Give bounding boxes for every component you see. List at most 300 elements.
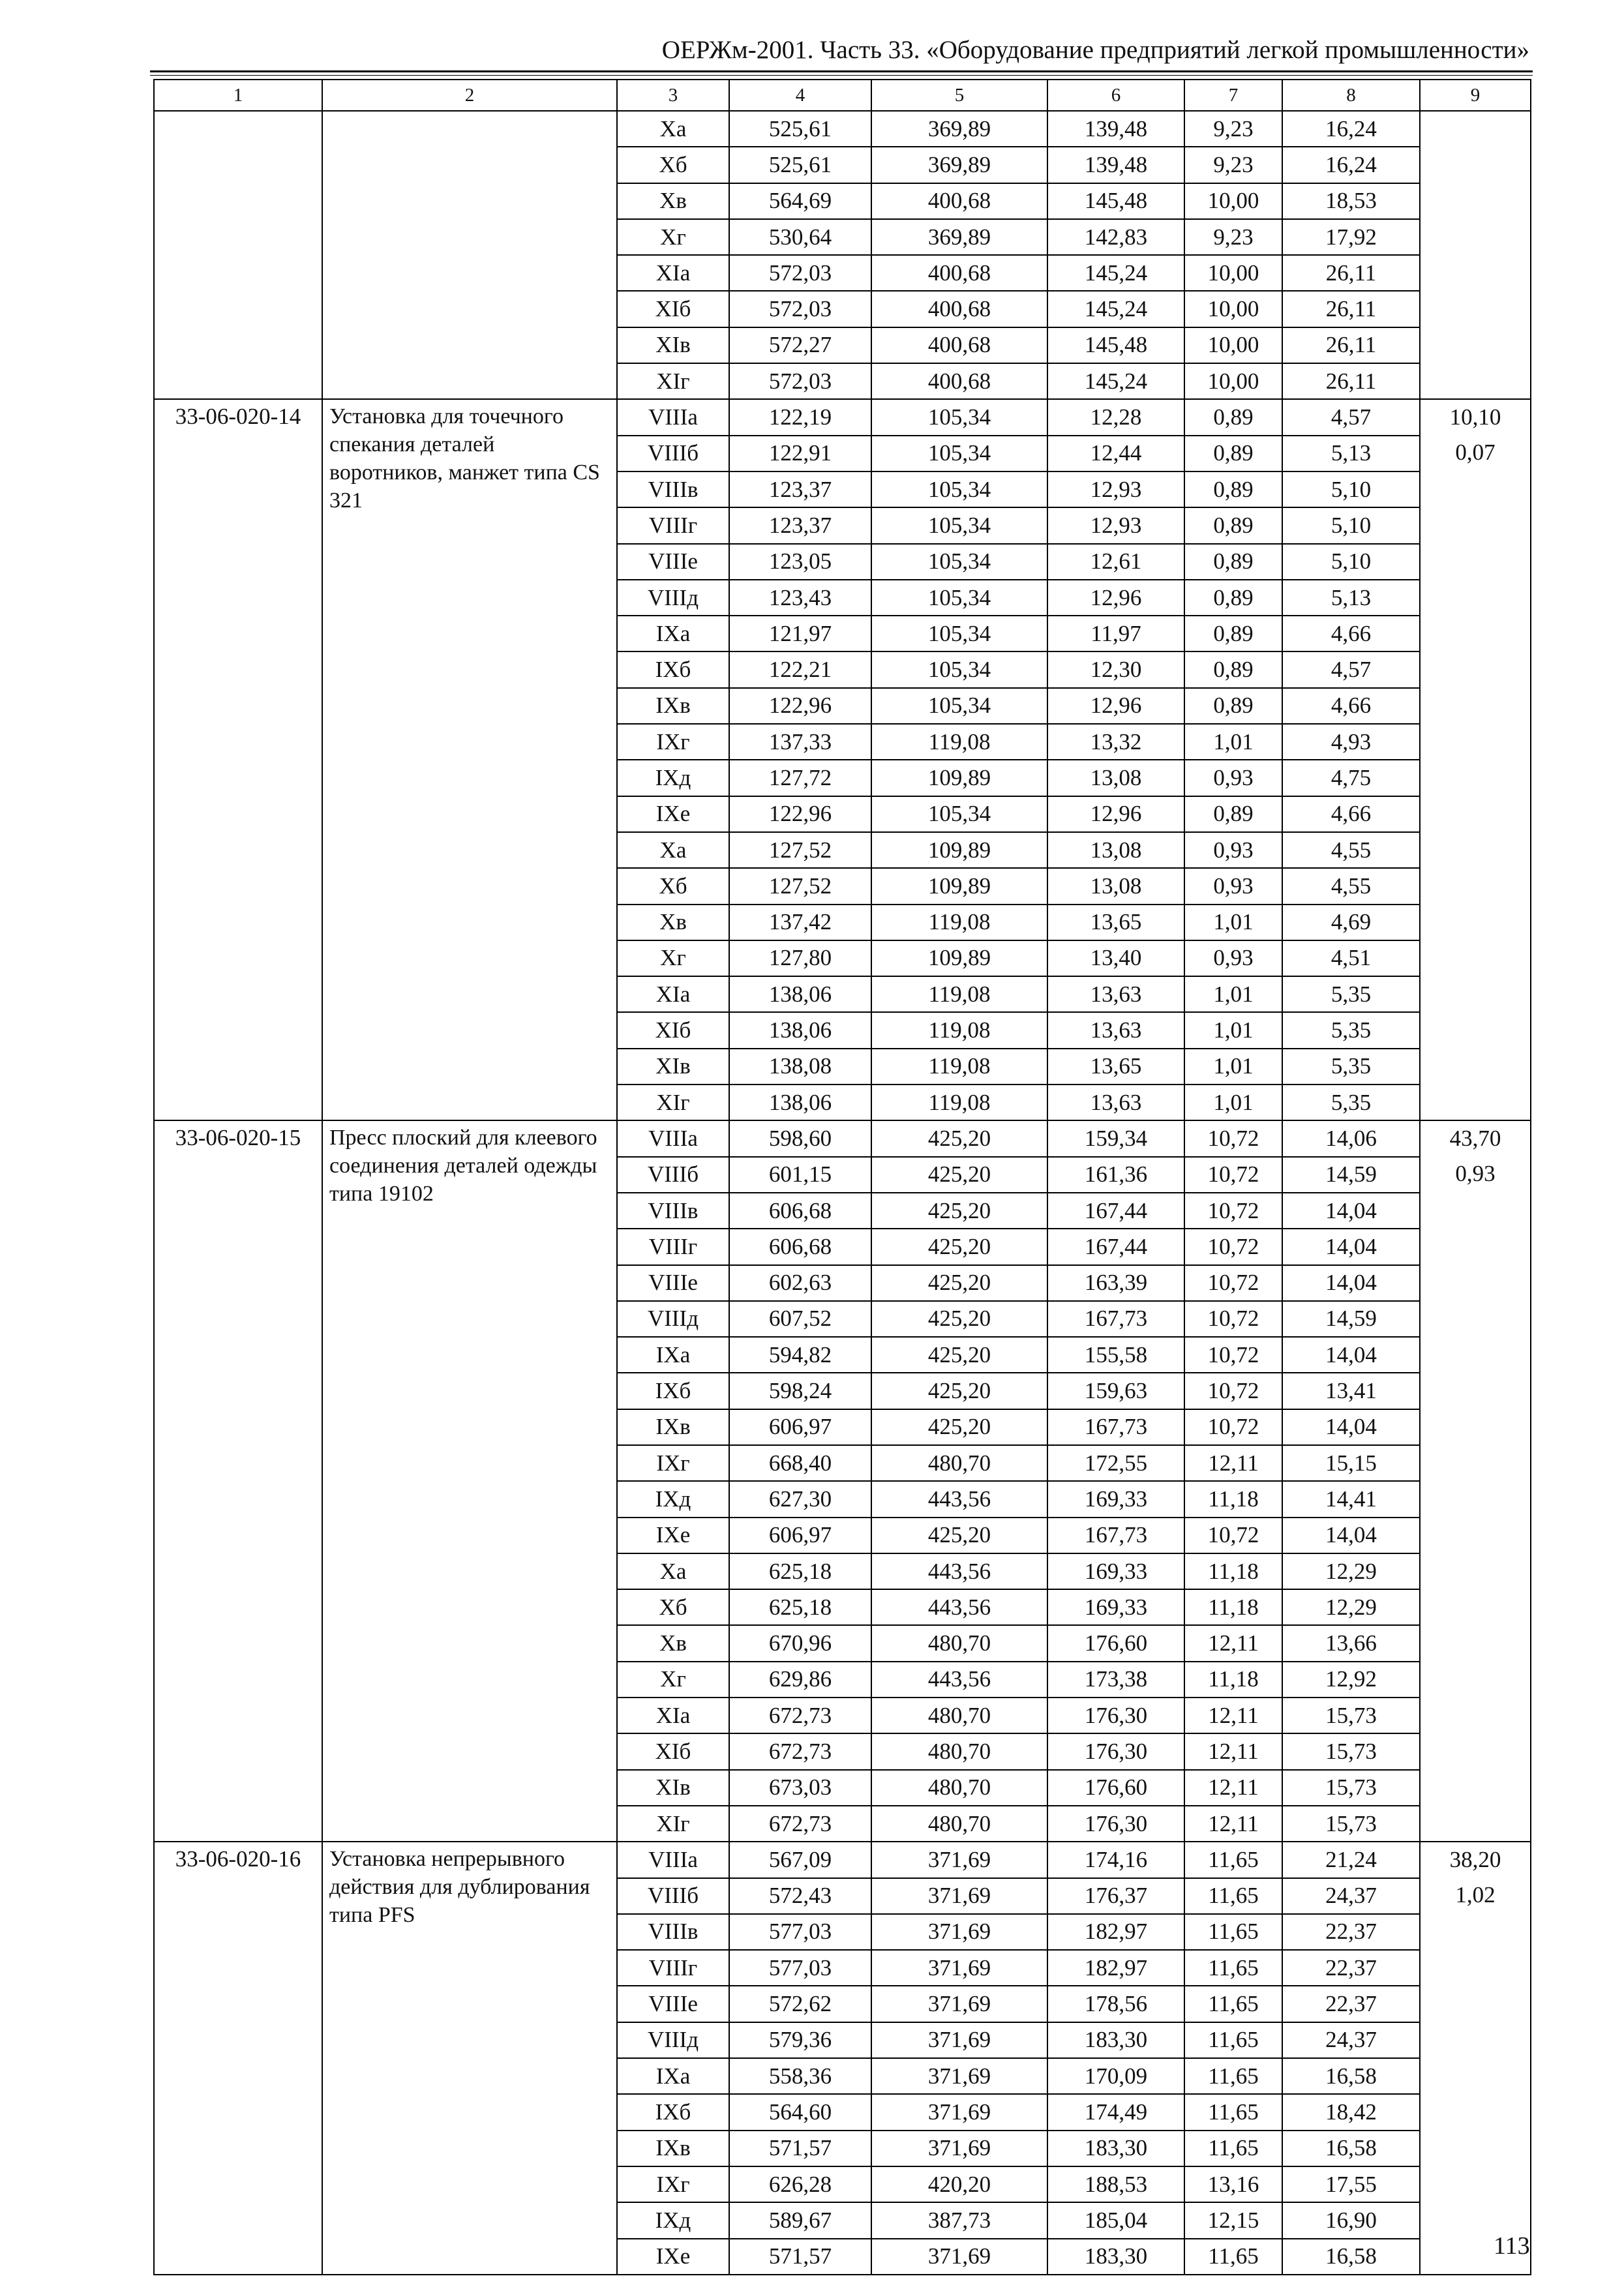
variant-cell: IXв (617, 2131, 729, 2166)
variant-cell: VIIIг (617, 1229, 729, 1264)
total-cost-cell: 122,19 (729, 399, 871, 435)
driver-wages-cell: 10,72 (1184, 1229, 1282, 1264)
materials-cell: 18,42 (1282, 2094, 1420, 2130)
equipment-name: Установка непрерывного действия для дублирования типа PFS (322, 1842, 617, 2275)
materials-cell: 17,92 (1282, 219, 1420, 255)
wages-cell: 119,08 (871, 724, 1047, 760)
driver-wages-cell: 0,89 (1184, 507, 1282, 543)
driver-wages-cell: 11,18 (1184, 1589, 1282, 1625)
driver-wages-cell: 10,72 (1184, 1373, 1282, 1409)
wages-cell: 105,34 (871, 471, 1047, 507)
total-cost-cell: 558,36 (729, 2058, 871, 2094)
labor-value: 38,20 (1449, 1847, 1501, 1873)
materials-cell: 16,58 (1282, 2239, 1420, 2275)
machine-cost-cell: 13,63 (1047, 1012, 1184, 1048)
total-cost-cell: 572,03 (729, 255, 871, 291)
materials-cell: 4,66 (1282, 616, 1420, 651)
variant-cell: VIIIд (617, 2022, 729, 2058)
materials-cell: 4,55 (1282, 832, 1420, 868)
materials-cell: 5,35 (1282, 1012, 1420, 1048)
materials-cell: 16,24 (1282, 111, 1420, 147)
driver-wages-cell: 1,01 (1184, 1012, 1282, 1048)
driver-wages-cell: 10,00 (1184, 363, 1282, 399)
total-cost-cell: 598,24 (729, 1373, 871, 1409)
labor-costs-cell (1420, 399, 1531, 1120)
wages-cell: 369,89 (871, 111, 1047, 147)
wages-cell: 480,70 (871, 1698, 1047, 1733)
materials-cell: 14,04 (1282, 1409, 1420, 1445)
total-cost-cell: 567,09 (729, 1842, 871, 1878)
wages-cell: 425,20 (871, 1301, 1047, 1337)
materials-cell: 14,04 (1282, 1337, 1420, 1373)
materials-cell: 15,73 (1282, 1770, 1420, 1806)
driver-wages-cell: 1,01 (1184, 976, 1282, 1012)
variant-cell: XIа (617, 976, 729, 1012)
materials-cell: 17,55 (1282, 2166, 1420, 2202)
variant-cell: XIг (617, 1085, 729, 1120)
wages-cell: 480,70 (871, 1733, 1047, 1769)
driver-wages-cell: 10,00 (1184, 291, 1282, 327)
column-number: 7 (1184, 80, 1282, 111)
variant-cell: VIIIа (617, 1842, 729, 1878)
variant-cell: VIIIб (617, 1878, 729, 1914)
variant-cell: XIа (617, 255, 729, 291)
wages-cell: 400,68 (871, 255, 1047, 291)
column-number: 1 (154, 80, 322, 111)
driver-wages-cell: 12,11 (1184, 1770, 1282, 1806)
total-cost-cell: 138,06 (729, 976, 871, 1012)
wages-cell: 443,56 (871, 1662, 1047, 1698)
machine-cost-cell: 13,63 (1047, 976, 1184, 1012)
driver-wages-cell: 12,11 (1184, 1733, 1282, 1769)
wages-cell: 371,69 (871, 2131, 1047, 2166)
running-header: ОЕРЖм-2001. Часть 33. «Оборудование предприятий легкой промышленности» (661, 36, 1529, 64)
materials-cell: 12,29 (1282, 1589, 1420, 1625)
materials-cell: 16,58 (1282, 2131, 1420, 2166)
machine-cost-cell: 167,73 (1047, 1301, 1184, 1337)
driver-wages-cell: 10,72 (1184, 1518, 1282, 1553)
driver-wages-cell: 0,93 (1184, 940, 1282, 976)
total-cost-cell: 606,97 (729, 1518, 871, 1553)
materials-cell: 5,35 (1282, 1049, 1420, 1085)
driver-wages-cell: 10,72 (1184, 1409, 1282, 1445)
machine-cost-cell: 12,93 (1047, 507, 1184, 543)
driver-wages-cell: 0,93 (1184, 832, 1282, 868)
machine-cost-cell: 176,37 (1047, 1878, 1184, 1914)
total-cost-cell: 668,40 (729, 1445, 871, 1481)
wages-cell: 420,20 (871, 2166, 1047, 2202)
driver-wages-cell: 11,65 (1184, 1914, 1282, 1950)
machine-cost-cell: 159,34 (1047, 1120, 1184, 1156)
wages-cell: 443,56 (871, 1481, 1047, 1517)
total-cost-cell: 606,68 (729, 1229, 871, 1264)
machine-cost-cell: 12,44 (1047, 436, 1184, 471)
variant-cell: IXг (617, 2166, 729, 2202)
machine-cost-cell: 167,44 (1047, 1193, 1184, 1229)
materials-cell: 14,04 (1282, 1193, 1420, 1229)
machine-cost-cell: 183,30 (1047, 2022, 1184, 2058)
total-cost-cell: 627,30 (729, 1481, 871, 1517)
driver-wages-cell: 0,89 (1184, 471, 1282, 507)
variant-cell: VIIIд (617, 580, 729, 616)
wages-cell: 371,69 (871, 1950, 1047, 1986)
machine-cost-cell: 167,73 (1047, 1518, 1184, 1553)
wages-cell: 109,89 (871, 940, 1047, 976)
equipment-name: Установка для точечного спекания деталей воротников, манжет типа CS 321 (322, 399, 617, 1120)
total-cost-cell: 122,91 (729, 436, 871, 471)
machine-cost-cell: 12,28 (1047, 399, 1184, 435)
materials-cell: 5,35 (1282, 1085, 1420, 1120)
variant-cell: VIIIд (617, 1301, 729, 1337)
variant-cell: Xв (617, 1625, 729, 1661)
materials-cell: 15,15 (1282, 1445, 1420, 1481)
driver-wages-cell: 1,01 (1184, 905, 1282, 940)
materials-cell: 16,24 (1282, 147, 1420, 183)
variant-cell: XIв (617, 1049, 729, 1085)
total-cost-cell: 577,03 (729, 1950, 871, 1986)
total-cost-cell: 127,52 (729, 868, 871, 904)
page-number: 113 (1494, 2232, 1530, 2260)
driver-wages-cell: 9,23 (1184, 147, 1282, 183)
labor-value: 10,10 (1449, 404, 1501, 430)
total-cost-cell: 672,73 (729, 1806, 871, 1842)
wages-cell: 443,56 (871, 1589, 1047, 1625)
driver-wages-cell: 11,18 (1184, 1481, 1282, 1517)
wages-cell: 425,20 (871, 1157, 1047, 1193)
materials-cell: 4,75 (1282, 760, 1420, 796)
machine-cost-cell: 13,65 (1047, 905, 1184, 940)
variant-cell: XIб (617, 291, 729, 327)
labor-value: 0,93 (1455, 1160, 1496, 1186)
wages-cell: 105,34 (871, 580, 1047, 616)
machine-cost-cell: 142,83 (1047, 219, 1184, 255)
rate-code (154, 111, 322, 399)
materials-cell: 22,37 (1282, 1950, 1420, 1986)
materials-cell: 12,29 (1282, 1553, 1420, 1589)
rate-code: 33-06-020-14 (154, 399, 322, 1120)
column-number: 4 (729, 80, 871, 111)
variant-cell: VIIIг (617, 507, 729, 543)
variant-cell: VIIIе (617, 1265, 729, 1301)
labor-value: 0,07 (1455, 439, 1496, 465)
labor-costs-cell (1420, 111, 1531, 399)
variant-cell: VIIIе (617, 1986, 729, 2022)
total-cost-cell: 606,97 (729, 1409, 871, 1445)
variant-cell: IXе (617, 796, 729, 832)
variant-cell: Xг (617, 940, 729, 976)
machine-cost-cell: 173,38 (1047, 1662, 1184, 1698)
materials-cell: 15,73 (1282, 1806, 1420, 1842)
materials-cell: 14,59 (1282, 1157, 1420, 1193)
machine-cost-cell: 13,65 (1047, 1049, 1184, 1085)
total-cost-cell: 122,96 (729, 688, 871, 724)
total-cost-cell: 127,52 (729, 832, 871, 868)
variant-cell: IXа (617, 1337, 729, 1373)
variant-cell: VIIIг (617, 1950, 729, 1986)
variant-cell: VIIIе (617, 544, 729, 580)
materials-cell: 14,06 (1282, 1120, 1420, 1156)
materials-cell: 5,10 (1282, 507, 1420, 543)
driver-wages-cell: 10,00 (1184, 327, 1282, 363)
driver-wages-cell: 0,89 (1184, 399, 1282, 435)
materials-cell: 5,13 (1282, 436, 1420, 471)
wages-cell: 400,68 (871, 363, 1047, 399)
header-rule-thick (150, 70, 1533, 72)
total-cost-cell: 138,06 (729, 1012, 871, 1048)
header-rule-thin (150, 75, 1533, 76)
materials-cell: 4,55 (1282, 868, 1420, 904)
rates-table (153, 79, 1531, 2275)
variant-cell: Xг (617, 219, 729, 255)
materials-cell: 14,04 (1282, 1265, 1420, 1301)
total-cost-cell: 607,52 (729, 1301, 871, 1337)
wages-cell: 371,69 (871, 1842, 1047, 1878)
total-cost-cell: 625,18 (729, 1553, 871, 1589)
wages-cell: 480,70 (871, 1625, 1047, 1661)
driver-wages-cell: 12,15 (1184, 2202, 1282, 2238)
total-cost-cell: 589,67 (729, 2202, 871, 2238)
driver-wages-cell: 0,89 (1184, 544, 1282, 580)
materials-cell: 12,92 (1282, 1662, 1420, 1698)
total-cost-cell: 122,21 (729, 651, 871, 687)
machine-cost-cell: 185,04 (1047, 2202, 1184, 2238)
column-number: 6 (1047, 80, 1184, 111)
machine-cost-cell: 176,30 (1047, 1733, 1184, 1769)
table-row (154, 1120, 1531, 1156)
variant-cell: Xа (617, 832, 729, 868)
driver-wages-cell: 10,00 (1184, 255, 1282, 291)
wages-cell: 425,20 (871, 1337, 1047, 1373)
column-number-row (154, 80, 1531, 111)
driver-wages-cell: 9,23 (1184, 219, 1282, 255)
wages-cell: 400,68 (871, 291, 1047, 327)
wages-cell: 371,69 (871, 1986, 1047, 2022)
column-number: 5 (871, 80, 1047, 111)
materials-cell: 16,90 (1282, 2202, 1420, 2238)
variant-cell: XIв (617, 1770, 729, 1806)
total-cost-cell: 572,03 (729, 291, 871, 327)
materials-cell: 14,04 (1282, 1518, 1420, 1553)
machine-cost-cell: 12,96 (1047, 796, 1184, 832)
total-cost-cell: 625,18 (729, 1589, 871, 1625)
materials-cell: 14,41 (1282, 1481, 1420, 1517)
driver-wages-cell: 13,16 (1184, 2166, 1282, 2202)
driver-wages-cell: 0,89 (1184, 651, 1282, 687)
driver-wages-cell: 11,65 (1184, 2239, 1282, 2275)
variant-cell: Xб (617, 1589, 729, 1625)
driver-wages-cell: 1,01 (1184, 724, 1282, 760)
total-cost-cell: 564,60 (729, 2094, 871, 2130)
total-cost-cell: 629,86 (729, 1662, 871, 1698)
total-cost-cell: 670,96 (729, 1625, 871, 1661)
driver-wages-cell: 0,89 (1184, 436, 1282, 471)
variant-cell: VIIIв (617, 1193, 729, 1229)
total-cost-cell: 137,33 (729, 724, 871, 760)
driver-wages-cell: 10,72 (1184, 1193, 1282, 1229)
driver-wages-cell: 9,23 (1184, 111, 1282, 147)
driver-wages-cell: 0,93 (1184, 868, 1282, 904)
machine-cost-cell: 139,48 (1047, 111, 1184, 147)
rate-code: 33-06-020-15 (154, 1120, 322, 1842)
materials-cell: 14,59 (1282, 1301, 1420, 1337)
variant-cell: XIб (617, 1733, 729, 1769)
driver-wages-cell: 11,65 (1184, 2022, 1282, 2058)
machine-cost-cell: 176,60 (1047, 1770, 1184, 1806)
machine-cost-cell: 169,33 (1047, 1553, 1184, 1589)
machine-cost-cell: 13,63 (1047, 1085, 1184, 1120)
driver-wages-cell: 10,72 (1184, 1120, 1282, 1156)
variant-cell: IXд (617, 760, 729, 796)
driver-wages-cell: 10,72 (1184, 1157, 1282, 1193)
variant-cell: IXа (617, 2058, 729, 2094)
materials-cell: 26,11 (1282, 255, 1420, 291)
column-number: 8 (1282, 80, 1420, 111)
materials-cell: 4,57 (1282, 651, 1420, 687)
total-cost-cell: 138,08 (729, 1049, 871, 1085)
total-cost-cell: 572,27 (729, 327, 871, 363)
wages-cell: 119,08 (871, 1049, 1047, 1085)
machine-cost-cell: 12,30 (1047, 651, 1184, 687)
variant-cell: Xб (617, 868, 729, 904)
wages-cell: 119,08 (871, 1085, 1047, 1120)
variant-cell: XIг (617, 1806, 729, 1842)
wages-cell: 105,34 (871, 616, 1047, 651)
driver-wages-cell: 10,72 (1184, 1265, 1282, 1301)
column-number: 2 (322, 80, 617, 111)
total-cost-cell: 572,43 (729, 1878, 871, 1914)
wages-cell: 371,69 (871, 2239, 1047, 2275)
total-cost-cell: 672,73 (729, 1733, 871, 1769)
total-cost-cell: 137,42 (729, 905, 871, 940)
materials-cell: 24,37 (1282, 1878, 1420, 1914)
total-cost-cell: 571,57 (729, 2239, 871, 2275)
variant-cell: IXе (617, 2239, 729, 2275)
equipment-name: Пресс плоский для клеевого соединения деталей одежды типа 19102 (322, 1120, 617, 1842)
variant-cell: XIб (617, 1012, 729, 1048)
machine-cost-cell: 155,58 (1047, 1337, 1184, 1373)
wages-cell: 109,89 (871, 868, 1047, 904)
driver-wages-cell: 0,93 (1184, 760, 1282, 796)
wages-cell: 425,20 (871, 1229, 1047, 1264)
total-cost-cell: 601,15 (729, 1157, 871, 1193)
variant-cell: VIIIа (617, 1120, 729, 1156)
wages-cell: 105,34 (871, 651, 1047, 687)
variant-cell: VIIIв (617, 471, 729, 507)
wages-cell: 105,34 (871, 507, 1047, 543)
driver-wages-cell: 11,65 (1184, 1950, 1282, 1986)
materials-cell: 5,13 (1282, 580, 1420, 616)
wages-cell: 400,68 (871, 183, 1047, 219)
wages-cell: 425,20 (871, 1518, 1047, 1553)
variant-cell: VIIIв (617, 1914, 729, 1950)
wages-cell: 425,20 (871, 1193, 1047, 1229)
total-cost-cell: 123,05 (729, 544, 871, 580)
total-cost-cell: 127,72 (729, 760, 871, 796)
column-number: 9 (1420, 80, 1531, 111)
total-cost-cell: 606,68 (729, 1193, 871, 1229)
wages-cell: 425,20 (871, 1373, 1047, 1409)
machine-cost-cell: 13,08 (1047, 760, 1184, 796)
machine-cost-cell: 178,56 (1047, 1986, 1184, 2022)
materials-cell: 4,57 (1282, 399, 1420, 435)
materials-cell: 4,69 (1282, 905, 1420, 940)
machine-cost-cell: 12,61 (1047, 544, 1184, 580)
total-cost-cell: 626,28 (729, 2166, 871, 2202)
machine-cost-cell: 145,48 (1047, 327, 1184, 363)
total-cost-cell: 564,69 (729, 183, 871, 219)
driver-wages-cell: 10,72 (1184, 1337, 1282, 1373)
wages-cell: 425,20 (871, 1409, 1047, 1445)
materials-cell: 4,93 (1282, 724, 1420, 760)
wages-cell: 369,89 (871, 219, 1047, 255)
total-cost-cell: 123,43 (729, 580, 871, 616)
total-cost-cell: 121,97 (729, 616, 871, 651)
machine-cost-cell: 176,30 (1047, 1806, 1184, 1842)
driver-wages-cell: 11,65 (1184, 2131, 1282, 2166)
materials-cell: 24,37 (1282, 2022, 1420, 2058)
total-cost-cell: 594,82 (729, 1337, 871, 1373)
variant-cell: XIг (617, 363, 729, 399)
driver-wages-cell: 0,89 (1184, 688, 1282, 724)
machine-cost-cell: 174,49 (1047, 2094, 1184, 2130)
machine-cost-cell: 182,97 (1047, 1914, 1184, 1950)
total-cost-cell: 123,37 (729, 471, 871, 507)
total-cost-cell: 571,57 (729, 2131, 871, 2166)
wages-cell: 119,08 (871, 905, 1047, 940)
wages-cell: 480,70 (871, 1445, 1047, 1481)
variant-cell: IXв (617, 688, 729, 724)
wages-cell: 480,70 (871, 1806, 1047, 1842)
machine-cost-cell: 167,44 (1047, 1229, 1184, 1264)
driver-wages-cell: 11,65 (1184, 1986, 1282, 2022)
driver-wages-cell: 0,89 (1184, 796, 1282, 832)
materials-cell: 18,53 (1282, 183, 1420, 219)
wages-cell: 371,69 (871, 2058, 1047, 2094)
machine-cost-cell: 11,97 (1047, 616, 1184, 651)
table-row (154, 399, 1531, 435)
total-cost-cell: 122,96 (729, 796, 871, 832)
machine-cost-cell: 161,36 (1047, 1157, 1184, 1193)
driver-wages-cell: 11,65 (1184, 1878, 1282, 1914)
driver-wages-cell: 12,11 (1184, 1698, 1282, 1733)
materials-cell: 4,51 (1282, 940, 1420, 976)
variant-cell: IXа (617, 616, 729, 651)
materials-cell: 26,11 (1282, 363, 1420, 399)
variant-cell: IXб (617, 651, 729, 687)
variant-cell: IXв (617, 1409, 729, 1445)
machine-cost-cell: 12,96 (1047, 688, 1184, 724)
total-cost-cell: 525,61 (729, 147, 871, 183)
driver-wages-cell: 1,01 (1184, 1085, 1282, 1120)
total-cost-cell: 138,06 (729, 1085, 871, 1120)
driver-wages-cell: 11,18 (1184, 1662, 1282, 1698)
total-cost-cell: 127,80 (729, 940, 871, 976)
variant-cell: IXб (617, 2094, 729, 2130)
wages-cell: 400,68 (871, 327, 1047, 363)
variant-cell: Xг (617, 1662, 729, 1698)
total-cost-cell: 123,37 (729, 507, 871, 543)
machine-cost-cell: 169,33 (1047, 1481, 1184, 1517)
materials-cell: 15,73 (1282, 1698, 1420, 1733)
variant-cell: IXб (617, 1373, 729, 1409)
wages-cell: 105,34 (871, 796, 1047, 832)
wages-cell: 371,69 (871, 1878, 1047, 1914)
machine-cost-cell: 13,40 (1047, 940, 1184, 976)
total-cost-cell: 577,03 (729, 1914, 871, 1950)
wages-cell: 109,89 (871, 832, 1047, 868)
driver-wages-cell: 11,18 (1184, 1553, 1282, 1589)
driver-wages-cell: 11,65 (1184, 1842, 1282, 1878)
